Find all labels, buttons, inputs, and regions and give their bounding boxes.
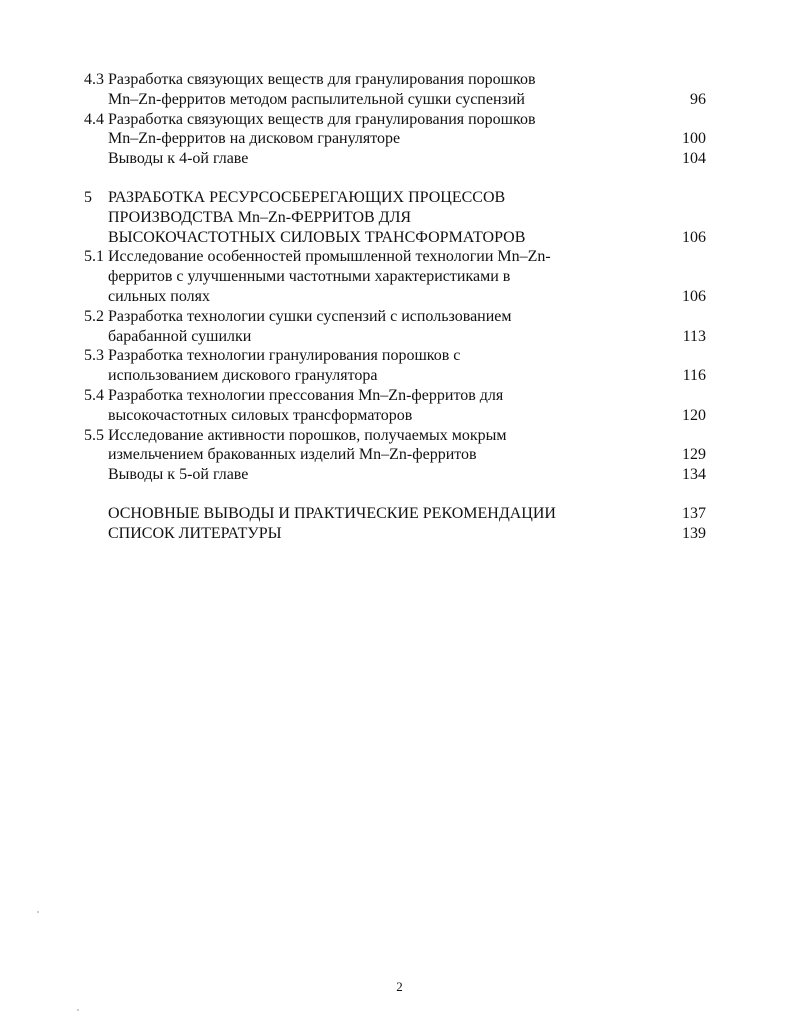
toc-entry-page: 106 (682, 228, 706, 246)
toc-entry-title-line: Разработка связующих веществ для гранулирования порошков (108, 71, 536, 88)
toc-entry-title-line: Выводы к 4-ой главе (108, 150, 249, 168)
toc-entry-title (106, 188, 616, 247)
scan-speck (77, 1009, 79, 1011)
toc-entry-title (106, 70, 616, 110)
toc-entry-title (106, 307, 616, 347)
toc-entry-title-line: высокочастотных силовых трансформаторов (108, 406, 413, 424)
toc-entry-5-4 (66, 386, 714, 426)
toc-entry-page: 134 (682, 466, 706, 484)
toc-entry-4-3 (66, 70, 714, 110)
toc-entry-page: 113 (682, 327, 706, 345)
toc-entry-page: 100 (682, 130, 706, 148)
toc-entry-title-line: Разработка технологии прессования Mn–Zn-ферритов для (108, 386, 504, 404)
toc-entry-page: 129 (682, 446, 706, 464)
toc-entry-title-line: барабанной сушилки (108, 327, 252, 345)
toc-entry-title-line: Mn–Zn-ферритов на дисковом грануляторе (108, 130, 401, 148)
toc-entry-5-3 (66, 346, 714, 386)
toc-entry-5-1 (66, 247, 714, 306)
page-number: 2 (396, 979, 403, 994)
toc-entry-title-line: Исследование особенностей промышленной технологии Mn–Zn- (108, 248, 551, 266)
toc-entry-number: 5.3 (84, 347, 104, 365)
toc-entry-chapter-5 (66, 188, 714, 247)
toc-entry-number: 5.5 (84, 426, 104, 444)
toc-entry-page: 120 (682, 406, 706, 424)
toc-entry-main-conclusions (66, 504, 714, 524)
toc-entry-title (106, 426, 616, 466)
section-gap (66, 485, 714, 504)
toc-entry-title-line: ВЫСОКОЧАСТОТНЫХ СИЛОВЫХ ТРАНСФОРМАТОРОВ (108, 228, 526, 246)
toc-entry-title (106, 465, 616, 485)
toc-entry-number: 5.2 (84, 307, 104, 325)
toc-entry-title (106, 247, 616, 306)
toc-entry-title (106, 110, 616, 150)
toc-entry-title-line: ферритов с улучшенными частотными характеристиками в (108, 268, 511, 286)
toc-entry-title-line: Разработка технологии гранулирования порошков с (108, 347, 461, 365)
toc-entry-title (106, 346, 616, 386)
toc-entry-page: 139 (682, 524, 706, 542)
toc-entry-page: 104 (682, 150, 706, 168)
toc-entry-page: 116 (682, 367, 706, 385)
toc-entry-number: 5 (84, 188, 92, 206)
toc-entry-title-line: Выводы к 5-ой главе (108, 466, 249, 484)
toc-entry-conclusions-5 (66, 465, 714, 485)
toc-entry-title-line: сильных полях (108, 287, 210, 305)
toc-entry-title (106, 149, 616, 169)
scan-speck (37, 911, 39, 913)
toc-entry-number: 4.3 (84, 71, 104, 88)
toc-entry-5-2 (66, 307, 714, 347)
toc-entry-page: 96 (690, 90, 706, 108)
toc-entry-references (66, 524, 714, 544)
toc-entry-number: 5.4 (84, 386, 104, 404)
toc-entry-title-line: ОСНОВНЫЕ ВЫВОДЫ И ПРАКТИЧЕСКИЕ РЕКОМЕНДАЦИИ (108, 504, 556, 522)
toc-entry-4-4 (66, 110, 714, 150)
toc-entry-title-line: СПИСОК ЛИТЕРАТУРЫ (108, 524, 282, 542)
toc-entry-title (106, 504, 616, 524)
toc-entry-title-line: Разработка связующих веществ для гранулирования порошков (108, 110, 536, 128)
toc-entry-title-line: Исследование активности порошков, получаемых мокрым (108, 426, 507, 444)
toc-entry-page: 137 (682, 504, 706, 522)
table-of-contents (66, 70, 714, 544)
toc-entry-title-line: измельчением бракованных изделий Mn–Zn-ферритов (108, 446, 477, 464)
toc-entry-title-line: Mn–Zn-ферритов методом распылительной сушки суспензий (108, 90, 525, 108)
toc-entry-number: 4.4 (84, 110, 104, 128)
toc-entry-number: 5.1 (84, 248, 104, 266)
toc-entry-5-5 (66, 426, 714, 466)
toc-entry-title-line: ПРОИЗВОДСТВА Mn–Zn-ФЕРРИТОВ ДЛЯ (108, 208, 412, 226)
toc-entry-title-line: использованием дискового гранулятора (108, 367, 378, 385)
toc-entry-title-line: Разработка технологии сушки суспензий с использованием (108, 307, 512, 325)
toc-entry-title (106, 386, 616, 426)
toc-entry-page: 106 (682, 287, 706, 305)
toc-entry-conclusions-4 (66, 149, 714, 169)
toc-entry-title (106, 524, 616, 544)
toc-entry-title-line: РАЗРАБОТКА РЕСУРСОСБЕРЕГАЮЩИХ ПРОЦЕССОВ (108, 188, 506, 206)
section-gap (66, 169, 714, 188)
